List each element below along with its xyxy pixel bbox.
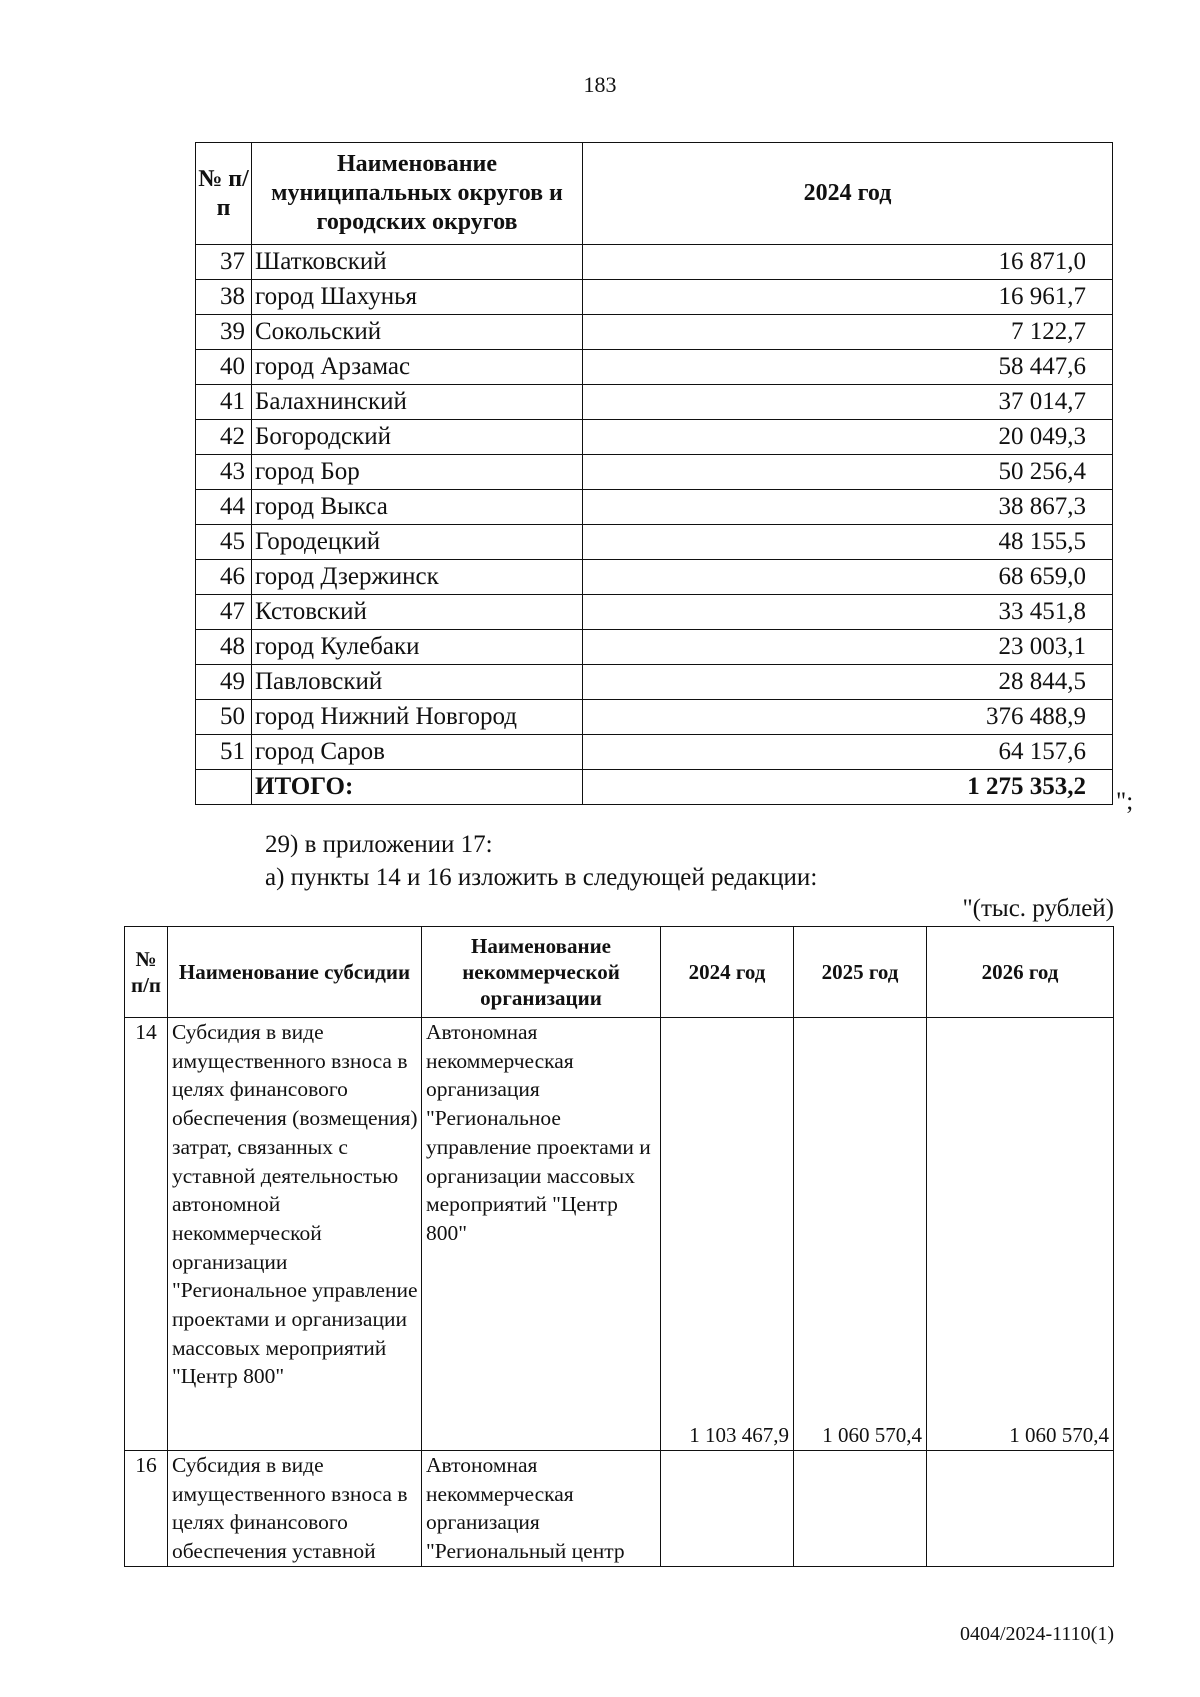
district-name: город Шахунья <box>252 280 583 315</box>
table-row <box>196 385 1113 420</box>
amount-2026 <box>927 1451 1114 1567</box>
page-number: 183 <box>583 72 617 97</box>
district-name: Богородский <box>252 420 583 455</box>
amount-2026: 1 060 570,4 <box>927 1018 1114 1451</box>
table-row <box>196 630 1113 665</box>
table-row <box>196 315 1113 350</box>
table-row <box>196 665 1113 700</box>
organization-name: Автономная некоммерческая организация "Региональный центр <box>422 1451 661 1567</box>
table-row <box>196 560 1113 595</box>
row-number: 14 <box>125 1018 168 1451</box>
district-name: Кстовский <box>252 595 583 630</box>
table-row <box>196 455 1113 490</box>
district-name: город Выкса <box>252 490 583 525</box>
district-name: Сокольский <box>252 315 583 350</box>
row-number: 37 <box>196 245 252 280</box>
district-value: 7 122,7 <box>583 315 1113 350</box>
district-value: 376 488,9 <box>583 700 1113 735</box>
header-number: № п/п <box>196 143 252 245</box>
district-name: Городецкий <box>252 525 583 560</box>
row-number: 42 <box>196 420 252 455</box>
table-row <box>196 525 1113 560</box>
row-number: 40 <box>196 350 252 385</box>
district-name: Балахнинский <box>252 385 583 420</box>
table-row <box>125 1451 1114 1567</box>
row-number: 41 <box>196 385 252 420</box>
total-value: 1 275 353,2 <box>583 770 1113 805</box>
district-name: город Арзамас <box>252 350 583 385</box>
district-value: 16 871,0 <box>583 245 1113 280</box>
district-value: 33 451,8 <box>583 595 1113 630</box>
row-number: 48 <box>196 630 252 665</box>
closing-quote: "; <box>1116 788 1134 815</box>
district-value: 16 961,7 <box>583 280 1113 315</box>
header-year-2026: 2026 год <box>927 927 1114 1018</box>
district-value: 64 157,6 <box>583 735 1113 770</box>
row-number: 45 <box>196 525 252 560</box>
table-row <box>196 595 1113 630</box>
district-value: 58 447,6 <box>583 350 1113 385</box>
row-number: 39 <box>196 315 252 350</box>
district-name: город Саров <box>252 735 583 770</box>
row-number: 16 <box>125 1451 168 1567</box>
district-name: город Нижний Новгород <box>252 700 583 735</box>
header-year-2024: 2024 год <box>661 927 794 1018</box>
amount-2025 <box>794 1451 927 1567</box>
district-value: 68 659,0 <box>583 560 1113 595</box>
header-number: № п/п <box>125 927 168 1018</box>
district-value: 48 155,5 <box>583 525 1113 560</box>
organization-name: Автономная некоммерческая организация "Региональное управление проектами и организации массовых мероприятий "Центр 800" <box>422 1018 661 1451</box>
row-number: 50 <box>196 700 252 735</box>
table-row <box>196 700 1113 735</box>
district-name: город Кулебаки <box>252 630 583 665</box>
district-name: Павловский <box>252 665 583 700</box>
districts-table <box>195 142 1113 805</box>
header-organization: Наименование некоммерческой организации <box>422 927 661 1018</box>
district-value: 28 844,5 <box>583 665 1113 700</box>
total-label: ИТОГО: <box>252 770 583 805</box>
subsidy-name: Субсидия в виде имущественного взноса в целях финансового обеспечения уставной <box>168 1451 422 1567</box>
row-number: 46 <box>196 560 252 595</box>
row-number: 51 <box>196 735 252 770</box>
subsidies-table <box>124 926 1114 1567</box>
table-header-row <box>125 927 1114 1018</box>
table-row <box>196 490 1113 525</box>
district-value: 23 003,1 <box>583 630 1113 665</box>
header-district-name: Наименование муниципальных округов и городских округов <box>252 143 583 245</box>
row-number: 49 <box>196 665 252 700</box>
document-code: 0404/2024-1110(1) <box>959 1623 1114 1645</box>
total-row <box>196 770 1113 805</box>
district-name: Шатковский <box>252 245 583 280</box>
table-row <box>196 245 1113 280</box>
table-row <box>125 1018 1114 1451</box>
paragraph-a: а) пункты 14 и 16 изложить в следующей редакции: <box>265 864 818 891</box>
row-number: 47 <box>196 595 252 630</box>
units-note: "(тыс. рублей) <box>962 895 1114 922</box>
amount-2024: 1 103 467,9 <box>661 1018 794 1451</box>
amount-2025: 1 060 570,4 <box>794 1018 927 1451</box>
district-value: 50 256,4 <box>583 455 1113 490</box>
row-number: 38 <box>196 280 252 315</box>
paragraph-29: 29) в приложении 17: <box>265 831 493 858</box>
table-row <box>196 735 1113 770</box>
table-row <box>196 420 1113 455</box>
district-name: город Бор <box>252 455 583 490</box>
table-row <box>196 280 1113 315</box>
total-empty-cell <box>196 770 252 805</box>
row-number: 43 <box>196 455 252 490</box>
header-year-2025: 2025 год <box>794 927 927 1018</box>
district-value: 37 014,7 <box>583 385 1113 420</box>
row-number: 44 <box>196 490 252 525</box>
header-subsidy: Наименование субсидии <box>168 927 422 1018</box>
amount-2024 <box>661 1451 794 1567</box>
district-value: 20 049,3 <box>583 420 1113 455</box>
table-row <box>196 350 1113 385</box>
districts-table-body <box>196 245 1113 770</box>
district-value: 38 867,3 <box>583 490 1113 525</box>
district-name: город Дзержинск <box>252 560 583 595</box>
table-header-row <box>196 143 1113 245</box>
subsidy-name: Субсидия в виде имущественного взноса в целях финансового обеспечения (возмещения) затрат, связанных с уставной деятельностью автономной некоммерческой организации "Региональное управление проектами и организации массовых мероприятий "Центр 800" <box>168 1018 422 1451</box>
header-year-2024: 2024 год <box>583 143 1113 245</box>
